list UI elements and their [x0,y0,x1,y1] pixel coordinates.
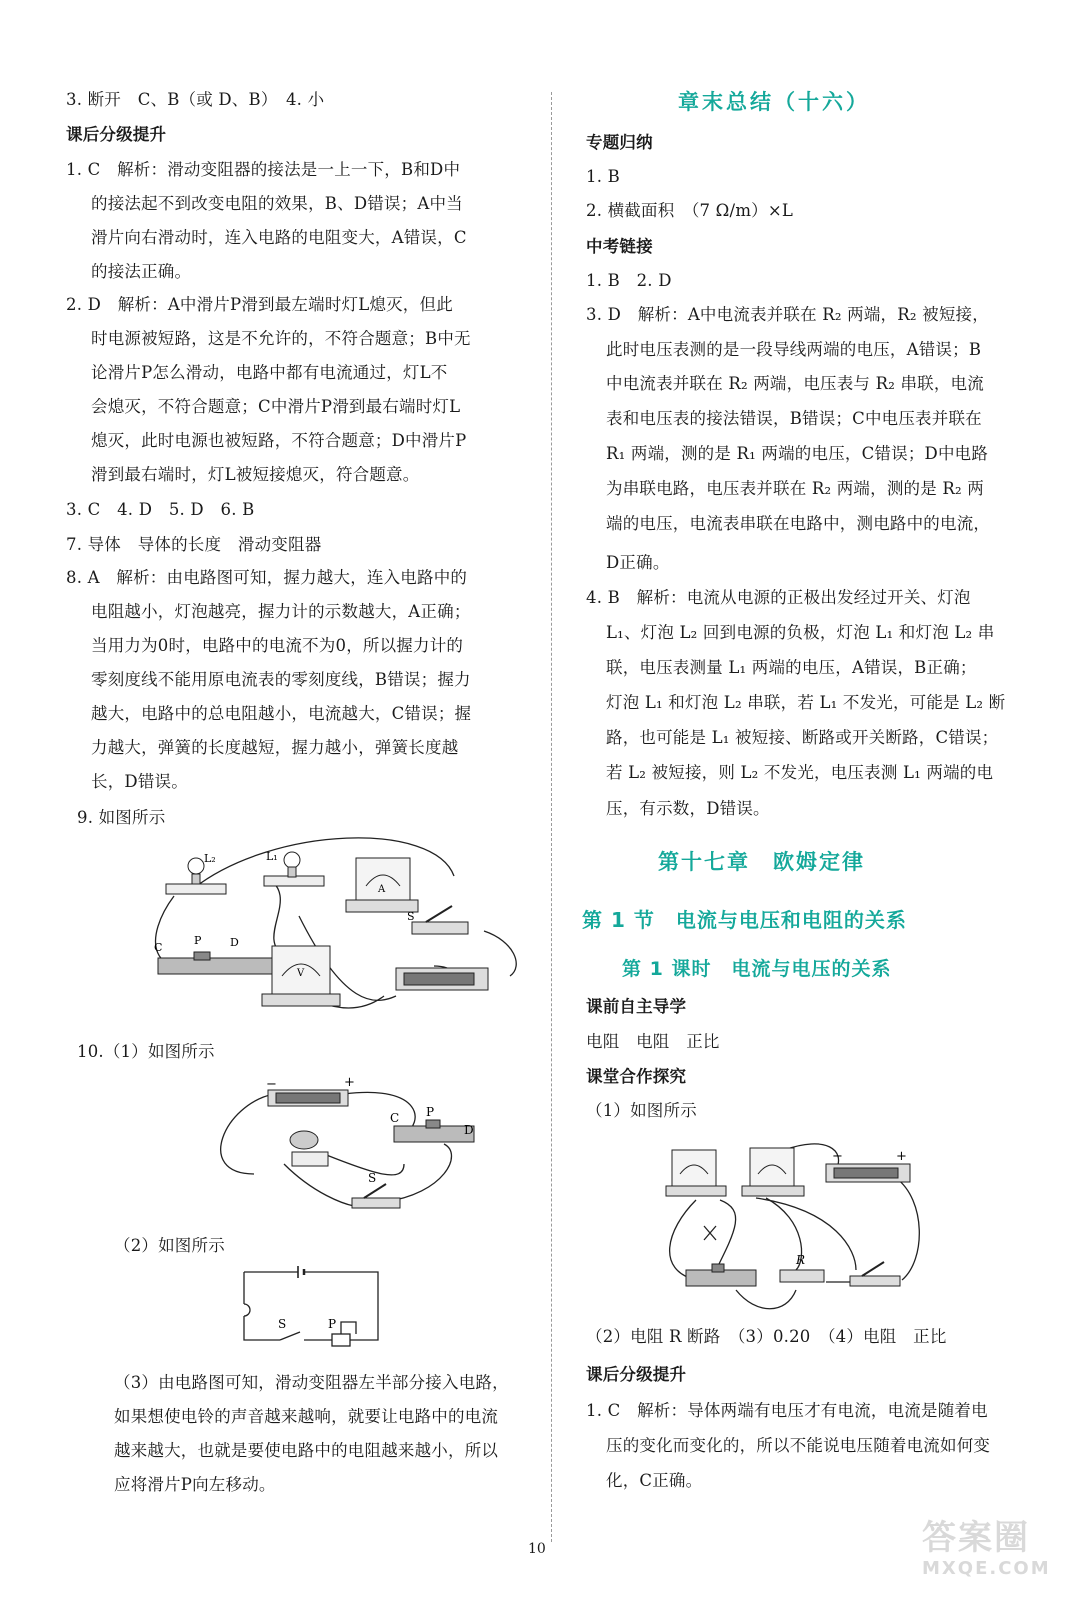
answer-line: 8. A 解析：由电路图可知，握力越大，连入电路中的 [66,568,468,587]
answer-line: 零刻度线不能用原电流表的零刻度线，B错误；握力 [91,670,471,689]
answer-line: 中电流表并联在 R₂ 两端，电压表与 R₂ 串联，电流 [606,374,984,393]
page-number: 10 [528,1541,546,1557]
label-C: C [390,1111,400,1125]
answer-line: 压，有示数，D错误。 [606,799,770,818]
answer-line: 电阻越小，灯泡越亮，握力计的示数越大，A正确； [91,602,471,621]
label-C: C [154,941,163,954]
answer-line: 2. D 解析：A中滑片P滑到最左端时灯L熄灭，但此 [66,295,453,314]
watermark-url: MXQE.COM [922,1558,1051,1579]
section-heading: 课前自主导学 [586,997,687,1016]
battery-icon [826,1164,910,1182]
chapter-title: 第十七章 欧姆定律 [658,850,865,874]
label-S: S [407,910,415,923]
answer-line: 路，也可能是 L₁ 被短接、断路或开关断路，C错误； [606,728,999,747]
answer-line: 当用力为0时，电路中的电流不为0，所以握力计的 [91,636,464,655]
label-D: D [464,1123,474,1137]
answer-line: R₁ 两端，测的是 R₁ 两端的电压，C错误；D中电路 [606,444,989,463]
label-P: P [328,1317,337,1331]
battery-icon [396,968,488,990]
circuit-figure-10-1 [204,1074,494,1224]
switch-icon [412,906,468,934]
bell-icon [290,1131,328,1166]
answer-line: 时电源被短路，这是不允许的，不符合题意；B中无 [91,329,471,348]
answer-line: （3）由电路图可知，滑动变阻器左半部分接入电路， [114,1373,509,1392]
section-heading: 课堂合作探究 [586,1067,687,1086]
answer-line: 2. 横截面积 （7 Ω/m）×L [586,201,794,220]
chapter-summary-title: 章末总结（十六） [678,90,870,114]
answer-line: 为串联电路，电压表并联在 R₂ 两端，测的是 R₂ 两 [606,479,984,498]
lesson-title: 第 1 课时 电流与电压的关系 [622,958,892,980]
label-A: A [378,884,386,895]
answer-line: 若 L₂ 被短接，则 L₂ 不发光，电压表测 L₁ 两端的电 [606,763,994,782]
label-minus: − [266,1077,277,1092]
answer-line: 越来越大，也就是要使电路中的电阻越来越小，所以 [114,1441,499,1460]
label-minus: − [832,1149,843,1164]
answer-line: 论滑片P怎么滑动，电路中都有电流通过，灯L不 [91,363,448,382]
section-heading: 课后分级提升 [586,1365,687,1384]
answer-line: 的接法正确。 [91,262,192,281]
answer-line: 压的变化而变化的，所以不能说电压随着电流如何变 [606,1436,991,1455]
section-heading: 中考链接 [586,237,653,256]
circuit-figure-right [656,1140,920,1320]
answer-line: 7. 导体 导体的长度 滑动变阻器 [66,535,322,554]
answer-line: 表和电压表的接法错误，B错误；C中电压表并联在 [606,409,982,428]
answer-line: （2）如图所示 [114,1236,225,1255]
answer-line: 1. C 解析：滑动变阻器的接法是一上一下，B和D中 [66,160,461,179]
answer-line: 1. B [586,167,620,186]
answer-line: 3. C 4. D 5. D 6. B [66,500,255,519]
label-S: S [278,1317,287,1331]
answer-line: 灯泡 L₁ 和灯泡 L₂ 串联，若 L₁ 不发光，可能是 L₂ 断 [606,693,1006,712]
label-D: D [230,936,239,949]
answer-line: L₁、灯泡 L₂ 回到电源的负极，灯泡 L₁ 和灯泡 L₂ 串 [606,623,995,642]
ammeter-icon [666,1150,726,1196]
answer-line: 联，电压表测量 L₁ 两端的电压，A错误，B正确； [606,658,977,677]
label-L2: L₂ [204,852,216,865]
answer-line: 4. B 解析：电流从电源的正极出发经过开关、灯泡 [586,588,971,607]
battery-icon [268,1090,348,1106]
watermark [922,1518,1072,1598]
label-L1: L₁ [266,850,278,863]
circuit-figure-9 [134,836,534,1016]
resistor-icon [780,1270,824,1282]
answer-line: （2）电阻 R 断路 （3）0.20 （4）电阻 正比 [586,1327,947,1346]
answer-line: 化，C正确。 [606,1471,703,1490]
answer-line: （1）如图所示 [586,1101,697,1120]
switch-icon [850,1262,900,1286]
answer-line: 应将滑片P向左移动。 [114,1475,276,1494]
answer-line: 1. C 解析：导体两端有电压才有电流，电流是随着电 [586,1401,988,1420]
answer-line: 如果想使电铃的声音越来越响，就要让电路中的电流 [114,1407,499,1426]
section-heading: 专题归纳 [586,133,653,152]
answer-line: 力越大，弹簧的长度越短，握力越小，弹簧长度越 [91,738,459,757]
rheostat-icon [394,1120,474,1142]
label-R: R [796,1253,806,1267]
answer-line: D正确。 [606,553,670,572]
circuit-schematic-10-2 [238,1264,388,1354]
label-plus: + [896,1149,907,1164]
answer-line: 越大，电路中的总电阻越小，电流越大，C错误；握 [91,704,472,723]
answer-line: 10.（1）如图所示 [77,1042,215,1061]
section-heading: 课后分级提升 [66,125,167,144]
rheostat-icon [686,1264,756,1286]
answer-line: 3. 断开 C、B（或 D、B） 4. 小 [66,90,325,109]
label-S: S [368,1171,377,1185]
label-P: P [194,934,202,947]
answer-line: 熄灭，此时电源也被短路，不符合题意；D中滑片P [91,431,467,450]
voltmeter-icon [742,1148,804,1196]
lamp-icon [166,858,226,894]
answer-line: 的接法起不到改变电阻的效果，B、D错误；A中当 [91,194,463,213]
answer-line: 9. 如图所示 [77,808,166,827]
answer-line: 会熄灭，不符合题意；C中滑片P滑到最右端时灯L [91,397,461,416]
answer-line: 滑到最右端时，灯L被短接熄灭，符合题意。 [91,465,420,484]
answer-line: 3. D 解析：A中电流表并联在 R₂ 两端，R₂ 被短接， [586,305,989,324]
answer-line: 此时电压表测的是一段导线两端的电压，A错误；B [606,340,982,359]
switch-icon [352,1184,400,1208]
answer-line: 端的电压，电流表串联在电路中，测电路中的电流， [606,514,991,533]
label-V: V [297,968,305,979]
column-divider [551,92,552,1542]
answer-line: 1. B 2. D [586,271,672,290]
watermark-title: 答案圈 [922,1518,1030,1558]
answer-line: 长，D错误。 [91,772,188,791]
answer-line: 滑片向右滑动时，连入电路的电阻变大，A错误，C [91,228,467,247]
label-plus: + [344,1075,355,1090]
section-title: 第 1 节 电流与电压和电阻的关系 [582,908,907,932]
answer-line: 电阻 电阻 正比 [586,1032,720,1051]
label-P: P [426,1105,435,1119]
